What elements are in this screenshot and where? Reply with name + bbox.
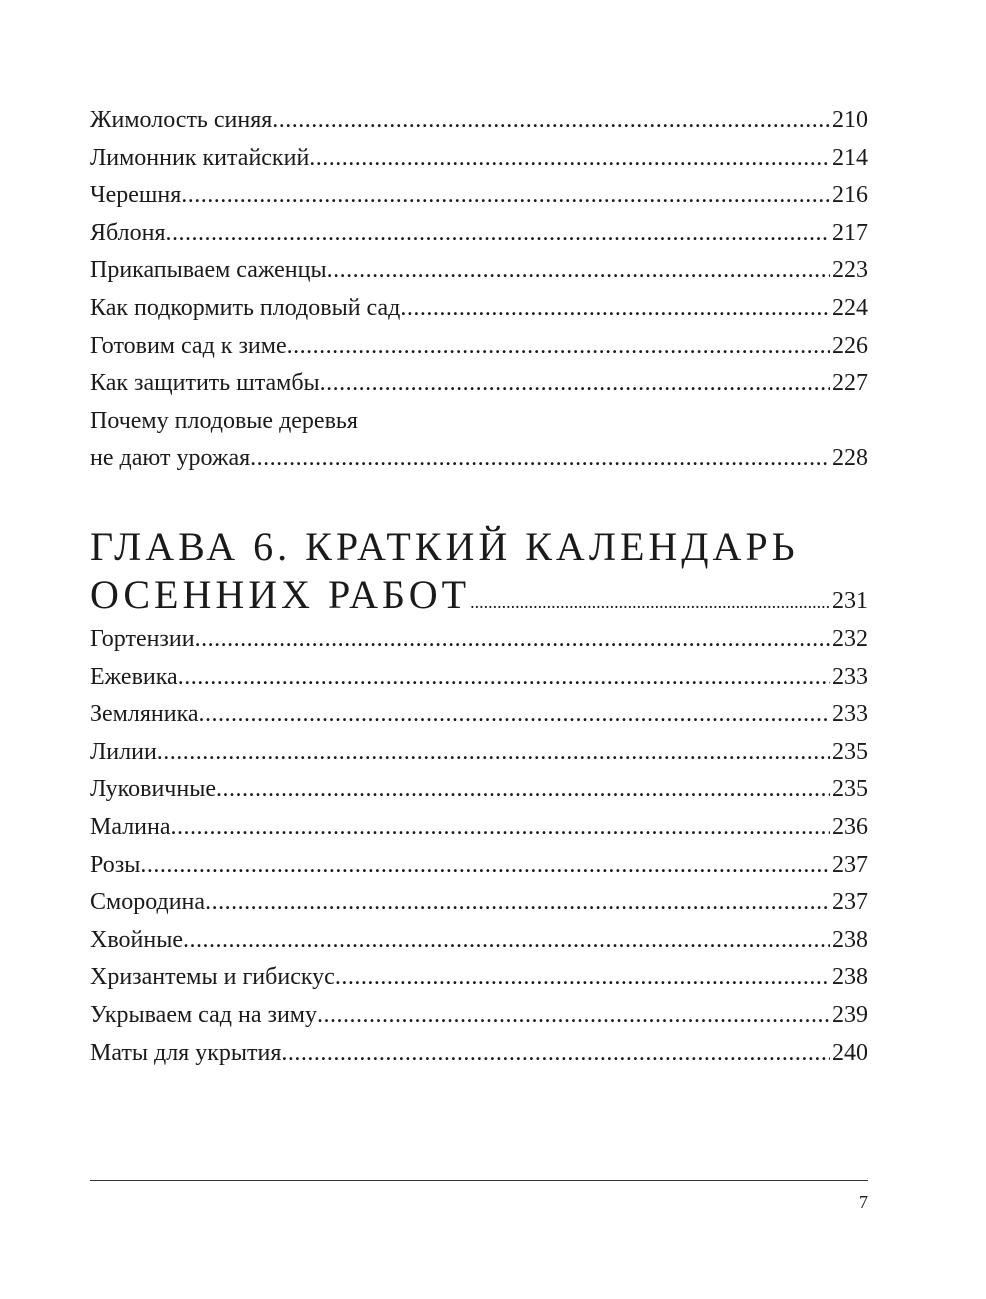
leader-dots xyxy=(287,333,830,360)
entry-title: Жимолость синяя xyxy=(90,107,273,133)
leader-dots xyxy=(165,220,830,247)
toc-entry xyxy=(90,701,868,739)
entry-title: Лилии xyxy=(90,738,157,765)
entry-page: 210 xyxy=(832,107,868,133)
entry-title: Как подкормить плодовый сад xyxy=(90,294,401,321)
leader-dots xyxy=(335,964,830,991)
entry-page: 236 xyxy=(832,813,868,840)
chapter-page: 231 xyxy=(832,588,868,614)
chapter-heading xyxy=(90,523,868,619)
entry-page: 227 xyxy=(832,370,868,397)
entry-page: 238 xyxy=(832,964,868,991)
entry-title: Гортензии xyxy=(90,626,195,652)
leader-dots xyxy=(178,664,830,691)
entry-page: 235 xyxy=(832,738,868,765)
toc-entry xyxy=(90,664,868,702)
toc-entry xyxy=(90,889,868,927)
toc-entry xyxy=(90,776,868,814)
entry-title: Хвойные xyxy=(90,926,183,953)
chapter-title-line2 xyxy=(90,571,868,619)
entry-title: Ежевика xyxy=(90,663,178,690)
entry-page: 235 xyxy=(832,776,868,803)
leader-dots xyxy=(181,182,830,209)
leader-dots xyxy=(327,257,830,284)
entry-page: 237 xyxy=(832,851,868,878)
entry-title: Луковичные xyxy=(90,776,216,803)
entry-page: 232 xyxy=(832,626,868,652)
leader-dots xyxy=(250,445,830,472)
entry-page: 240 xyxy=(832,1039,868,1066)
leader-dots xyxy=(140,852,830,879)
footer-rule xyxy=(90,1180,868,1181)
toc-entry xyxy=(90,182,868,220)
entry-page: 214 xyxy=(832,144,868,171)
toc-entry xyxy=(90,1002,868,1040)
leader-dots xyxy=(171,814,830,841)
entry-page: 223 xyxy=(832,257,868,284)
entry-title: Земляника xyxy=(90,701,199,728)
entry-page: 217 xyxy=(832,219,868,246)
toc-entry xyxy=(90,964,868,1002)
toc-entry xyxy=(90,370,868,408)
entry-page: 233 xyxy=(832,663,868,690)
chapter-title-text: ОСЕННИХ РАБОТ xyxy=(90,572,471,617)
toc-entry xyxy=(90,927,868,965)
toc-entry xyxy=(90,626,868,664)
entry-title: Малина xyxy=(90,813,171,840)
leader-dots xyxy=(272,107,830,134)
entry-title: Как защитить штамбы xyxy=(90,370,320,397)
entry-page: 228 xyxy=(832,445,868,472)
chapter-title-line1: ГЛАВА 6. КРАТКИЙ КАЛЕНДАРЬ xyxy=(90,524,799,569)
leader-dots xyxy=(183,927,830,954)
entry-page: 233 xyxy=(832,701,868,728)
toc-entry-wrapped-line1 xyxy=(90,408,868,446)
toc-entry xyxy=(90,852,868,890)
toc-entry xyxy=(90,333,868,371)
toc-entry xyxy=(90,814,868,852)
toc-entry xyxy=(90,295,868,333)
leader-dots xyxy=(281,1040,830,1067)
entry-title: Готовим сад к зиме xyxy=(90,332,287,359)
toc-entry xyxy=(90,220,868,258)
entry-title: Хризантемы и гибискус xyxy=(90,964,335,991)
entry-page: 237 xyxy=(832,889,868,916)
entry-title: Лимонник китайский xyxy=(90,144,310,171)
entry-title: Укрываем сад на зиму xyxy=(90,1001,317,1028)
entry-title: не дают урожая xyxy=(90,445,251,472)
toc-entry-wrapped-line2 xyxy=(90,445,868,483)
toc-entry xyxy=(90,739,868,777)
toc-entry xyxy=(90,257,868,295)
entry-title: Прикапываем саженцы xyxy=(90,257,327,284)
leader-dots xyxy=(195,626,830,653)
entry-page: 226 xyxy=(832,332,868,359)
toc-entry xyxy=(90,107,868,145)
leader-dots xyxy=(320,370,830,397)
leader-dots xyxy=(205,889,830,916)
entry-title: Яблоня xyxy=(90,219,166,246)
entry-title: Розы xyxy=(90,851,141,878)
entry-title: Смородина xyxy=(90,889,206,916)
page-number: 7 xyxy=(859,1192,868,1212)
toc-top-section xyxy=(90,107,868,483)
entry-page: 216 xyxy=(832,182,868,209)
leader-dots xyxy=(216,776,830,803)
toc-entry xyxy=(90,145,868,183)
entry-title: Маты для укрытия xyxy=(90,1039,282,1066)
leader-dots xyxy=(470,578,830,626)
leader-dots xyxy=(199,701,830,728)
toc-bottom-section xyxy=(90,626,868,1077)
entry-title: Почему плодовые деревья xyxy=(90,407,358,434)
leader-dots xyxy=(309,145,830,172)
leader-dots xyxy=(317,1002,830,1029)
entry-page: 239 xyxy=(832,1001,868,1028)
leader-dots xyxy=(400,295,830,322)
entry-title: Черешня xyxy=(90,182,182,209)
entry-page: 224 xyxy=(832,294,868,321)
leader-dots xyxy=(157,739,830,766)
toc-entry xyxy=(90,1040,868,1078)
entry-page: 238 xyxy=(832,926,868,953)
